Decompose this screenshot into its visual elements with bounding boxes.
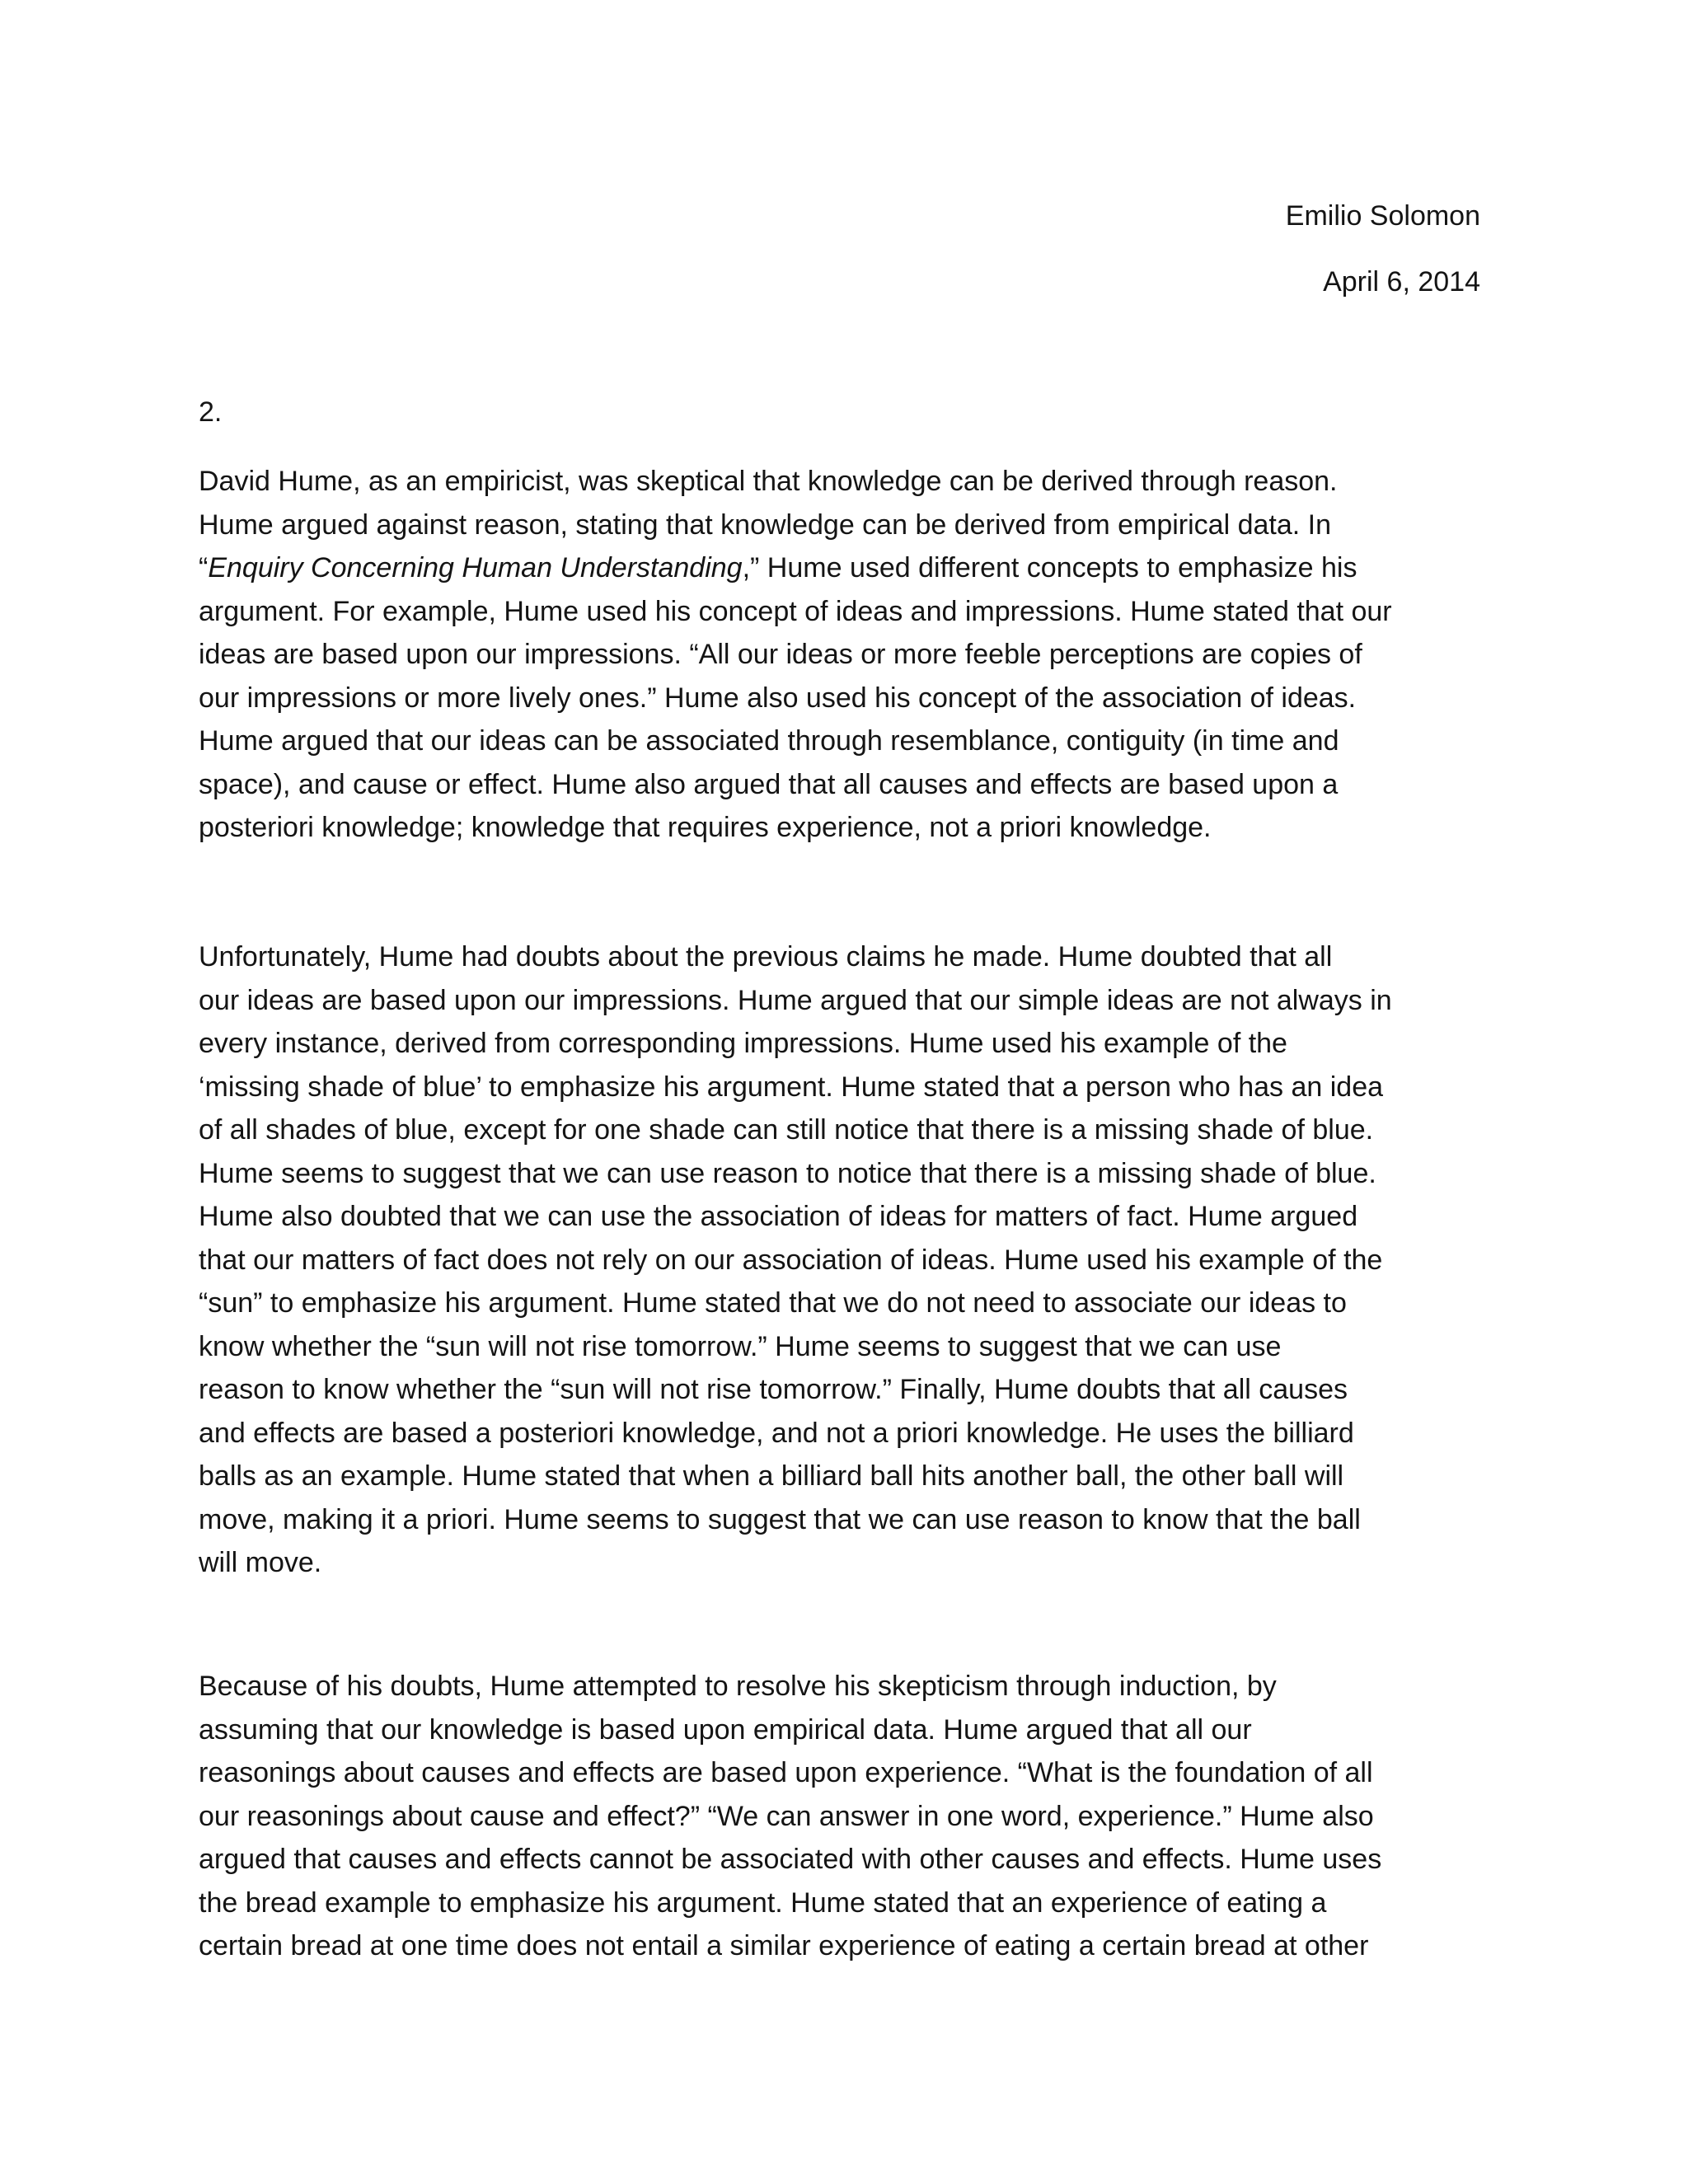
section-number: 2. [199, 396, 223, 428]
paragraph-line: and effects are based a posteriori knowledge, and not a priori knowledge. He uses the billiard [199, 1417, 1354, 1449]
author-name: Emilio Solomon [1285, 200, 1480, 232]
paragraph-line: our impressions or more lively ones.” Hume also used his concept of the association of ideas. [199, 682, 1357, 714]
paragraph-line: certain bread at one time does not entail a similar experience of eating a certain bread at other [199, 1930, 1369, 1961]
paragraph-line: Hume argued that our ideas can be associated through resemblance, contiguity (in time and [199, 725, 1339, 757]
paragraph-line: Hume argued against reason, stating that knowledge can be derived from empirical data. In [199, 509, 1332, 541]
paragraph-line: Because of his doubts, Hume attempted to resolve his skepticism through induction, by [199, 1671, 1277, 1702]
paragraph-line: argued that causes and effects cannot be associated with other causes and effects. Hume uses [199, 1844, 1382, 1875]
paragraph-line: ideas are based upon our impressions. “All our ideas or more feeble perceptions are copies of [199, 639, 1362, 670]
line-continuation: ,” Hume used different concepts to emphasize his [742, 552, 1357, 583]
paragraph-line: Hume seems to suggest that we can use reason to notice that there is a missing shade of blue. [199, 1157, 1376, 1189]
paragraph-line: that our matters of fact does not rely on our association of ideas. Hume used his example of the [199, 1244, 1383, 1276]
paragraph-line: Hume also doubted that we can use the association of ideas for matters of fact. Hume argued [199, 1201, 1358, 1232]
paragraph-1 [199, 460, 1517, 850]
paragraph-line [199, 546, 1517, 590]
paragraph-line: balls as an example. Hume stated that when a billiard ball hits another ball, the other ball will [199, 1460, 1344, 1492]
paragraph-2 [199, 935, 1517, 1585]
document-date: April 6, 2014 [1323, 266, 1480, 298]
paragraph-line: our ideas are based upon our impressions. Hume argued that our simple ideas are not always in [199, 984, 1392, 1016]
paragraph-line: know whether the “sun will not rise tomorrow.” Hume seems to suggest that we can use [199, 1330, 1282, 1362]
paragraph-line: “sun” to emphasize his argument. Hume stated that we do not need to associate our ideas to [199, 1287, 1347, 1319]
paragraph-line: move, making it a priori. Hume seems to suggest that we can use reason to know that the ball [199, 1503, 1361, 1535]
paragraph-line: reasonings about causes and effects are based upon experience. “What is the foundation of all [199, 1757, 1373, 1788]
paragraph-line: ‘missing shade of blue’ to emphasize his argument. Hume stated that a person who has an idea [199, 1071, 1384, 1103]
opening-quote: “ [199, 552, 209, 583]
paragraph-line: reason to know whether the “sun will not rise tomorrow.” Finally, Hume doubts that all causes [199, 1374, 1348, 1405]
paragraph-line: posteriori knowledge; knowledge that requires experience, not a priori knowledge. [199, 812, 1212, 843]
paragraph-3 [199, 1665, 1517, 1968]
paragraph-line: will move. [199, 1547, 322, 1578]
paragraph-line: the bread example to emphasize his argument. Hume stated that an experience of eating a [199, 1886, 1327, 1919]
paragraph-line: every instance, derived from corresponding impressions. Hume used his example of the [199, 1028, 1287, 1059]
paragraph-line: argument. For example, Hume used his concept of ideas and impressions. Hume stated that our [199, 595, 1392, 627]
book-title: Enquiry Concerning Human Understanding [208, 552, 743, 583]
paragraph-line: space), and cause or effect. Hume also argued that all causes and effects are based upon a [199, 768, 1339, 800]
paragraph-line: of all shades of blue, except for one shade can still notice that there is a missing shade of blue. [199, 1114, 1374, 1146]
paragraph-line: assuming that our knowledge is based upon empirical data. Hume argued that all our [199, 1713, 1252, 1746]
paragraph-line: our reasonings about cause and effect?” “We can answer in one word, experience.” Hume also [199, 1800, 1374, 1832]
paragraph-line: David Hume, as an empiricist, was skeptical that knowledge can be derived through reason. [199, 466, 1338, 497]
paragraph-line: Unfortunately, Hume had doubts about the previous claims he made. Hume doubted that all [199, 941, 1333, 972]
